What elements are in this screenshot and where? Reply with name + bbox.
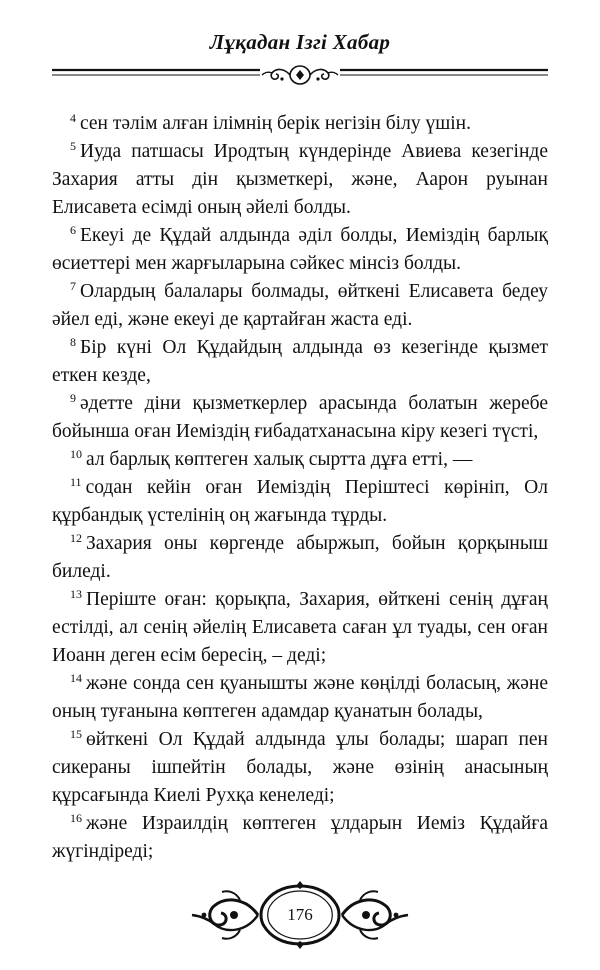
verse-text: өйткені Ол Құдай алдында ұлы болады; шарап пен сикераны ішпейтін болады, және өзінің анасының құрсағында Киелі Рухқа кенеледі; (52, 729, 548, 806)
scripture-text (52, 110, 548, 866)
verse-text: содан кейін оған Иеміздің Періштесі көрініп, Ол құрбандық үстелінің оң жағында тұрды. (52, 477, 548, 526)
verse-number: 9 (70, 390, 76, 405)
verse-text: Захария оны көргенде абыржып, бойын қорқыныш биледі. (52, 533, 548, 582)
verse-number: 16 (70, 810, 82, 825)
verse-number: 13 (70, 586, 82, 601)
verse-text: Иуда патшасы Иродтың күндерінде Авиева кезегінде Захария атты дін қызметкері, және, Аарон руынан Елисавета есімді оның әйелі болды. (52, 141, 548, 218)
running-title: Лұқадан Ізгі Хабар (209, 30, 391, 54)
verse-11 (52, 474, 548, 530)
verse-text: және сонда сен қуанышты және көңілді боласың, және оның туғанына көптеген адамдар қуанатын болады, (52, 673, 548, 722)
verse-number: 14 (70, 670, 82, 685)
verse-number: 7 (70, 278, 76, 293)
verse-8 (52, 334, 548, 390)
verse-7 (52, 278, 548, 334)
verse-text: ал барлық көптеген халық сыртта дұға етті, — (86, 449, 473, 470)
verse-number: 15 (70, 726, 82, 741)
verse-12 (52, 530, 548, 586)
verse-number: 11 (70, 474, 82, 489)
verse-text: әдетте діни қызметкерлер арасында болатын жеребе бойынша оған Иеміздің ғибадатханасына кіру кезегі түсті, (52, 393, 548, 442)
verse-text: Екеуі де Құдай алдында әділ болды, Иеміздің барлық өсиеттері мен жарғыларына сәйкес мінсіз болды. (52, 225, 548, 274)
verse-13 (52, 586, 548, 670)
verse-number: 8 (70, 334, 76, 349)
verse-number: 5 (70, 138, 76, 153)
verse-number: 6 (70, 222, 76, 237)
verse-text: және Израилдің көптеген ұлдарын Иеміз Құдайға жүгіндіреді; (52, 813, 548, 862)
verse-number: 4 (70, 110, 76, 125)
verse-number: 12 (70, 530, 82, 545)
verse-5 (52, 138, 548, 222)
verse-text: сен тәлім алған ілімнің берік негізін білу үшін. (80, 113, 471, 134)
verse-text: Бір күні Ол Құдайдың алдында өз кезегінде қызмет еткен кезде, (52, 337, 548, 386)
verse-10 (52, 446, 548, 474)
verse-number: 10 (70, 446, 82, 461)
verse-16 (52, 810, 548, 866)
verse-4 (52, 110, 548, 138)
verse-15 (52, 726, 548, 810)
verse-14 (52, 670, 548, 726)
verse-text: Періште оған: қорықпа, Захария, өйткені сенің дұғаң естілді, ал сенің әйелің Елисавета саған ұл туады, сен оған Иоанн деген есім бересің, – деді; (52, 589, 548, 666)
verse-text: Олардың балалары болмады, өйткені Елисавета бедеу әйел еді, және екеуі де қартайған жаста еді. (52, 281, 548, 330)
header-ornament-icon (260, 62, 340, 88)
verse-6 (52, 222, 548, 278)
page-number: 176 (287, 905, 313, 924)
verse-9 (52, 390, 548, 446)
